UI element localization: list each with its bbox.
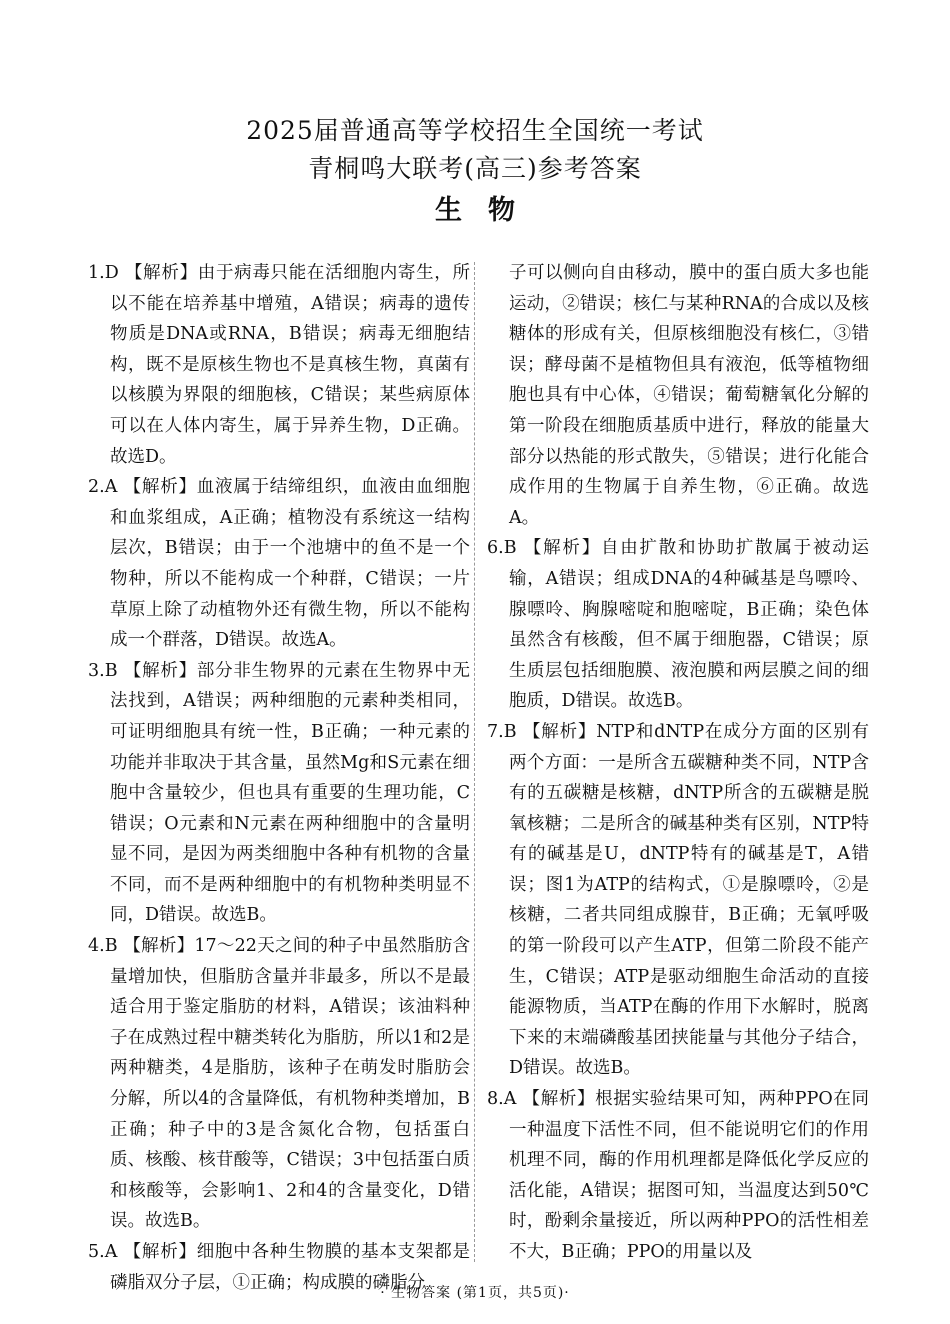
subject-title: 生物 <box>435 195 541 226</box>
answer-item: 1.D 【解析】由于病毒只能在活细胞内寄生，所以不能在培养基中增殖，A错误；病毒的遗传物质是DNA或RNA，B错误；病毒无细胞结构，既不是原核生物也不是真核生物，真菌有以核膜为界限的细胞核，C错误；某些病原体可以在人体内寄生，属于异养生物，D正确。故选D。 <box>88 263 470 467</box>
left-column <box>88 258 470 1298</box>
answer-item: 8.A 【解析】根据实验结果可知，两种PPO在同一种温度下活性不同，但不能说明它们的作用机理不同，酶的作用机理都是降低化学反应的活化能，A错误；据图可知，当温度达到50℃时，酚剩余量接近，所以两种PPO的活性相差不大，B正确；PPO的用量以及 <box>487 1089 869 1262</box>
answer-item: 7.B 【解析】NTP和dNTP在成分方面的区别有两个方面：一是所含五碳糖种类不同，NTP含有的五碳糖是核糖，dNTP所含的五碳糖是脱氧核糖；二是所含的碱基种类有区别，NTP特有的碱基是U，dNTP特有的碱基是T，A错误；图1为ATP的结构式，①是腺嘌呤，②是核糖，二者共同组成腺苷，B正确；无氧呼吸的第一阶段可以产生ATP，但第二阶段不能产生，C错误；ATP是驱动细胞生命活动的直接能源物质，当ATP在酶的作用下水解时，脱离下来的末端磷酸基团挟能量与其他分子结合，D错误。故选B。 <box>487 721 869 1079</box>
column-divider <box>474 262 475 1262</box>
page-footer: · 生物答案 (第1页，共5页)· <box>380 1285 570 1301</box>
answer-continuation: 子可以侧向自由移动，膜中的蛋白质大多也能运动，②错误；核仁与某种RNA的合成以及核糖体的形成有关，但原核细胞没有核仁，③错误；酵母菌不是植物但具有液泡，低等植物细胞也具有中心体，④错误；葡萄糖氧化分解的第一阶段在细胞质基质中进行，释放的能量大部分以热能的形式散失，⑤错误；进行化能合成作用的生物属于自养生物，⑥正确。故选A。 <box>509 263 869 528</box>
page-header <box>0 112 950 230</box>
exam-subtitle: 青桐鸣大联考(高三)参考答案 <box>308 154 642 183</box>
answer-item: 5.A 【解析】细胞中各种生物膜的基本支架都是磷脂双分子层，①正确；构成膜的磷脂分 <box>88 1242 470 1293</box>
answer-item: 4.B 【解析】17～22天之间的种子中虽然脂肪含量增加快，但脂肪含量并非最多，所以不是最适合用于鉴定脂肪的材料，A错误；该油料种子在成熟过程中糖类转化为脂肪，所以1和2是两种糖类，4是脂肪，该种子在萌发时脂肪会分解，所以4的含量降低，有机物种类增加，B正确；种子中的3是含氮化合物，包括蛋白质、核酸、核苷酸等，C错误；3中包括蛋白质和核酸等，会影响1、2和4的含量变化，D错误。故选B。 <box>88 936 470 1232</box>
answer-item: 2.A 【解析】血液属于结缔组织，血液由血细胞和血浆组成，A正确；植物没有系统这一结构层次，B错误；由于一个池塘中的鱼不是一个物种，所以不能构成一个种群，C错误；一片草原上除了动植物外还有微生物，所以不能构成一个群落，D错误。故选A。 <box>88 477 470 651</box>
exam-title: 2025届普通高等学校招生全国统一考试 <box>246 116 704 145</box>
right-column <box>487 258 869 1268</box>
answer-item: 6.B 【解析】自由扩散和协助扩散属于被动运输，A错误；组成DNA的4种碱基是鸟嘌呤、腺嘌呤、胸腺嘧啶和胞嘧啶，B正确；染色体虽然含有核酸，但不属于细胞器，C错误；原生质层包括细胞膜、液泡膜和两层膜之间的细胞质，D错误。故选B。 <box>487 538 869 712</box>
answer-item: 3.B 【解析】部分非生物界的元素在生物界中无法找到，A错误；两种细胞的元素种类相同，可证明细胞具有统一性，B正确；一种元素的功能并非取决于其含量，虽然Mg和S元素在细胞中含量较少，但也具有重要的生理功能，C错误；O元素和N元素在两种细胞中的含量明显不同，是因为两类细胞中各种有机物的含量不同，而不是两种细胞中的有机物种类明显不同，D错误。故选B。 <box>88 660 470 926</box>
